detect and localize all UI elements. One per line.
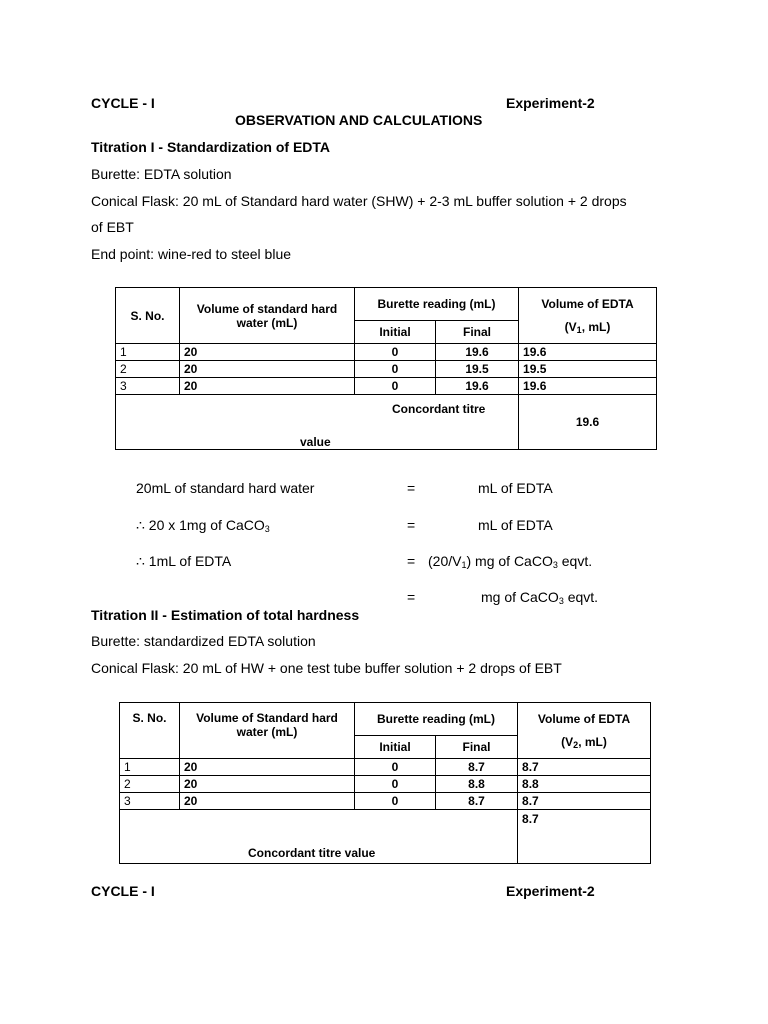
calc-row4-eq: = <box>407 589 416 605</box>
t2-r2-edta: 8.8 <box>518 776 651 793</box>
t2-col-burette: Burette reading (mL) <box>355 703 518 736</box>
t2-col-initial: Initial <box>355 736 436 759</box>
titration2-burette: Burette: standardized EDTA solution <box>91 633 316 649</box>
t2-r3-final: 8.7 <box>436 793 518 810</box>
t1-r3-initial: 0 <box>355 378 436 395</box>
titration1-heading: Titration I - Standardization of EDTA <box>91 139 331 155</box>
t1-r2-sno: 2 <box>116 361 180 378</box>
titration2-heading: Titration II - Estimation of total hardness <box>91 607 360 623</box>
titration1-flask-line1: Conical Flask: 20 mL of Standard hard water (SHW) + 2-3 mL buffer solution + 2 drops <box>91 193 627 209</box>
table-row <box>116 361 657 378</box>
t1-col-sno: S. No. <box>116 288 180 344</box>
calc-row1-eq: = <box>407 480 416 496</box>
t2-col-edta <box>518 703 651 759</box>
t2-col-final: Final <box>436 736 518 759</box>
calc-row2-right: mL of EDTA <box>478 517 553 533</box>
t1-r3-sno: 3 <box>116 378 180 395</box>
calc-row3-right: $(20/V_1)$ mg of CaCO$_3$ eqvt. <box>428 553 593 570</box>
t2-r1-volume: 20 <box>180 759 355 776</box>
t2-r3-initial: 0 <box>355 793 436 810</box>
t2-col-edta-unit: ($V_2$, mL) <box>561 735 607 750</box>
t1-r1-sno: 1 <box>116 344 180 361</box>
table-row <box>120 759 651 776</box>
t2-r3-sno: 3 <box>120 793 180 810</box>
t2-r1-edta: 8.7 <box>518 759 651 776</box>
t1-r3-edta: 19.6 <box>519 378 657 395</box>
t2-r3-volume: 20 <box>180 793 355 810</box>
t1-col-final: Final <box>436 321 519 344</box>
t1-col-volume: Volume of standard hard water (mL) <box>180 288 355 344</box>
t2-r1-initial: 0 <box>355 759 436 776</box>
t1-r3-volume: 20 <box>180 378 355 395</box>
calc-row3-left: ∴ 1mL of EDTA <box>136 553 232 569</box>
footer-experiment-label: Experiment-2 <box>506 883 595 899</box>
t1-r2-volume: 20 <box>180 361 355 378</box>
t2-r2-sno: 2 <box>120 776 180 793</box>
t1-r1-volume: 20 <box>180 344 355 361</box>
t1-r1-edta: 19.6 <box>519 344 657 361</box>
t2-concordant-label: Concordant titre value <box>120 810 518 864</box>
titration2-flask: Conical Flask: 20 mL of HW + one test tube buffer solution + 2 drops of EBT <box>91 660 562 676</box>
t1-r2-initial: 0 <box>355 361 436 378</box>
t2-col-volume: Volume of Standard hard water (mL) <box>180 703 355 759</box>
t1-col-initial: Initial <box>355 321 436 344</box>
t1-concordant-value: 19.6 <box>519 395 657 450</box>
calc-row1-left: 20mL of standard hard water <box>136 480 315 496</box>
t1-r1-initial: 0 <box>355 344 436 361</box>
t2-col-edta-label: Volume of EDTA <box>537 712 631 726</box>
t2-r3-edta: 8.7 <box>518 793 651 810</box>
t2-col-sno: S. No. <box>120 703 180 759</box>
t1-col-edta <box>519 288 657 344</box>
t2-r2-final: 8.8 <box>436 776 518 793</box>
titration1-flask-line2: of EBT <box>91 219 134 235</box>
t1-concordant-label: Concordant titre value <box>116 395 519 450</box>
titration1-burette: Burette: EDTA solution <box>91 166 232 182</box>
t1-r2-edta: 19.5 <box>519 361 657 378</box>
t1-col-edta-label: Volume of EDTA <box>541 297 634 311</box>
experiment-label: Experiment-2 <box>506 95 595 111</box>
calc-row1-right: mL of EDTA <box>478 480 553 496</box>
titration1-table <box>115 287 657 450</box>
t2-r1-final: 8.7 <box>436 759 518 776</box>
t1-r3-final: 19.6 <box>436 378 519 395</box>
calc-row2-left: ∴ 20 x 1mg of CaCO$_3$ <box>136 517 270 534</box>
t1-col-burette: Burette reading (mL) <box>355 288 519 321</box>
t2-r2-initial: 0 <box>355 776 436 793</box>
footer-cycle-label: CYCLE - I <box>91 883 155 899</box>
calc-row2-eq: = <box>407 517 416 533</box>
t2-r2-volume: 20 <box>180 776 355 793</box>
page-title: OBSERVATION AND CALCULATIONS <box>235 112 483 128</box>
table-row <box>120 776 651 793</box>
t2-r1-sno: 1 <box>120 759 180 776</box>
t1-r1-final: 19.6 <box>436 344 519 361</box>
titration2-table <box>119 702 651 864</box>
titration1-endpoint: End point: wine-red to steel blue <box>91 246 292 262</box>
table-row <box>116 378 657 395</box>
table-row <box>120 793 651 810</box>
calc-row4-right: mg of CaCO$_3$ eqvt. <box>481 589 599 606</box>
cycle-label: CYCLE - I <box>91 95 155 111</box>
t2-concordant-value: 8.7 <box>518 810 651 864</box>
calc-row3-eq: = <box>407 553 416 569</box>
table-row <box>116 344 657 361</box>
t1-col-edta-unit: ($V_1$, mL) <box>564 320 611 335</box>
t1-r2-final: 19.5 <box>436 361 519 378</box>
